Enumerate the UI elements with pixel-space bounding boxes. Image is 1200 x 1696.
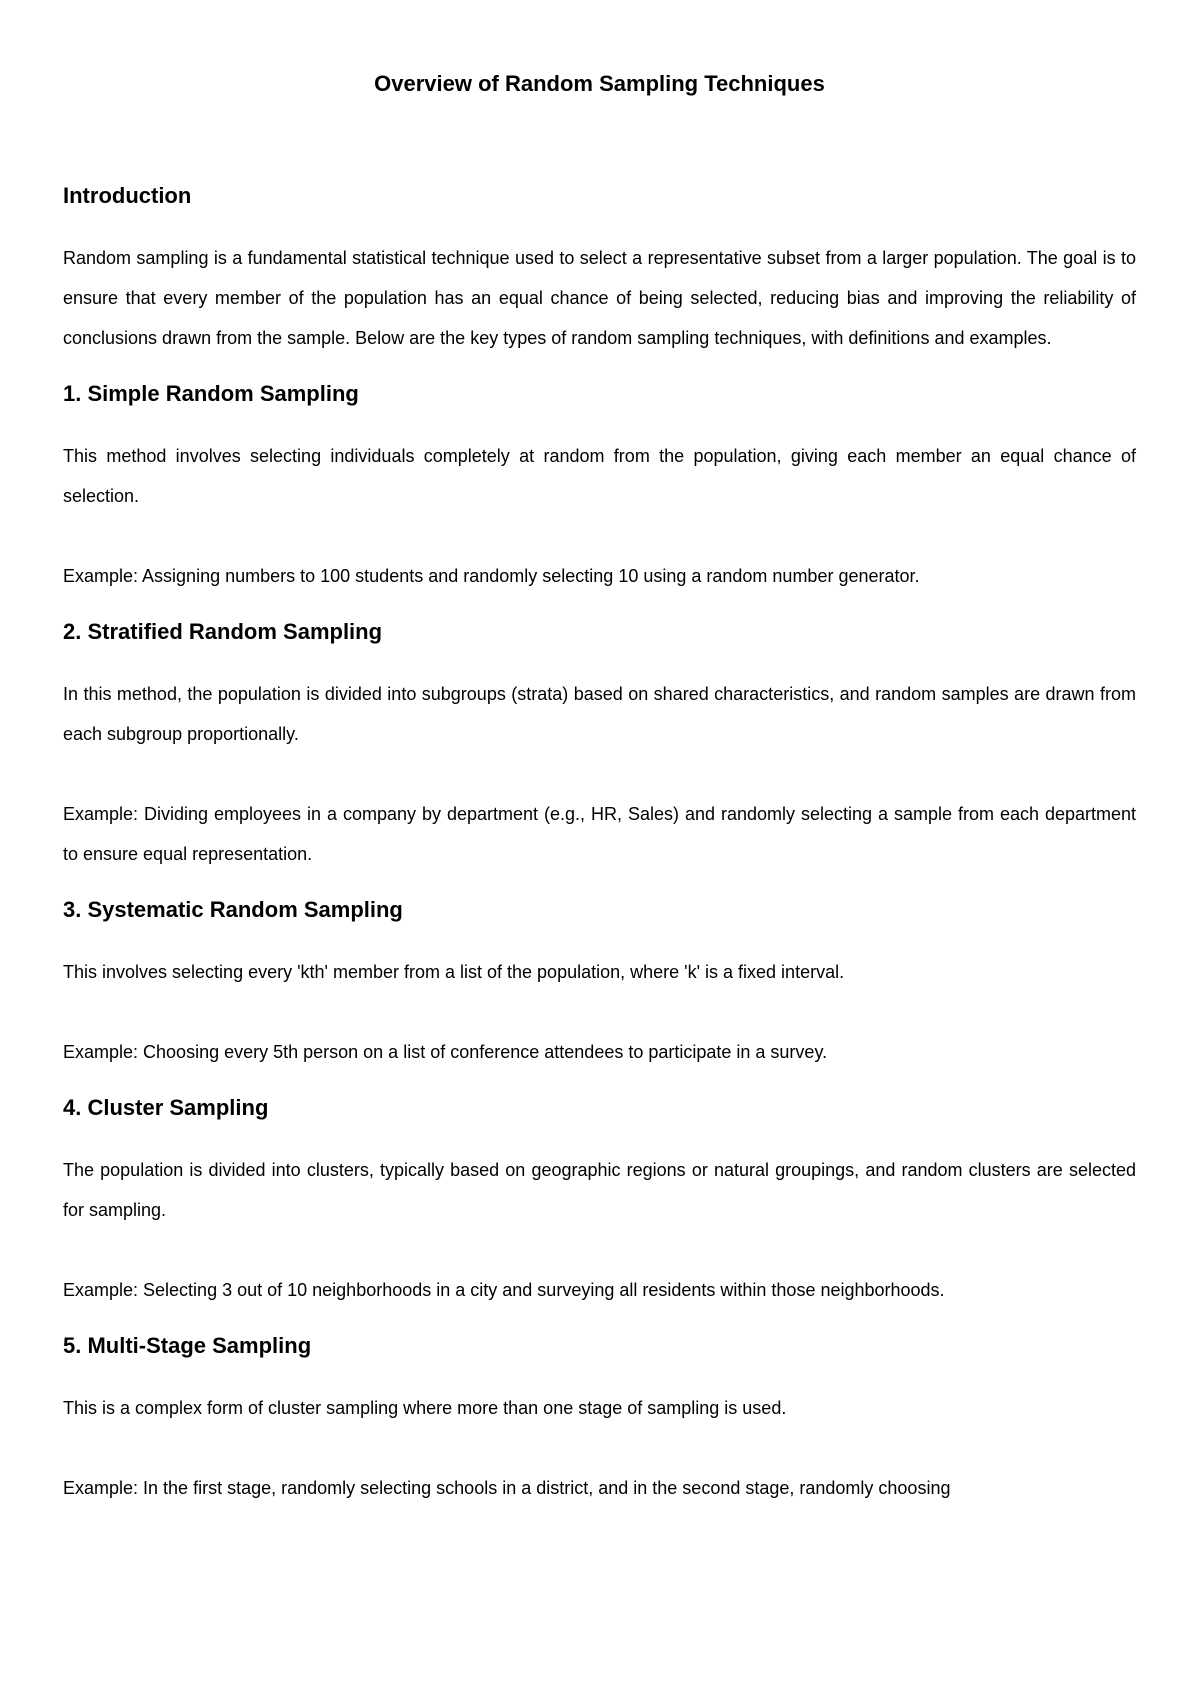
section-example: Example: Selecting 3 out of 10 neighborhoods in a city and surveying all residents within those neighborhoods. — [63, 1280, 945, 1300]
section-cluster-sampling — [63, 1092, 1136, 1310]
section-example: Example: Choosing every 5th person on a list of conference attendees to participate in a survey. — [63, 1042, 828, 1062]
section-definition: This is a complex form of cluster sampling where more than one stage of sampling is used. — [63, 1398, 787, 1418]
section-heading: 3. Systematic Random Sampling — [63, 897, 403, 922]
document-title: Overview of Random Sampling Techniques — [374, 71, 825, 96]
section-heading: 1. Simple Random Sampling — [63, 381, 359, 406]
section-stratified-random-sampling — [63, 616, 1136, 874]
section-example: Example: Assigning numbers to 100 students and randomly selecting 10 using a random number generator. — [63, 566, 920, 586]
section-definition: This involves selecting every 'kth' member from a list of the population, where 'k' is a fixed interval. — [63, 962, 845, 982]
section-heading: 5. Multi-Stage Sampling — [63, 1333, 312, 1358]
section-simple-random-sampling — [63, 378, 1136, 596]
section-multi-stage-sampling — [63, 1330, 1136, 1508]
intro-paragraph: Random sampling is a fundamental statistical technique used to select a representative subset from a larger population. The goal is to ensure that every member of the population has an equal chance of being selected, reducing bias and improving the reliability of conclusions drawn from the sample. Below are the key types of random sampling techniques, with definitions and examples. — [63, 248, 1136, 348]
intro-heading: Introduction — [63, 183, 192, 208]
section-heading: 2. Stratified Random Sampling — [63, 619, 383, 644]
section-heading: 4. Cluster Sampling — [63, 1095, 269, 1120]
section-definition: In this method, the population is divided into subgroups (strata) based on shared characteristics, and random samples are drawn from each subgroup proportionally. — [63, 684, 1136, 744]
section-systematic-random-sampling — [63, 894, 1136, 1072]
section-example: Example: Dividing employees in a company by department (e.g., HR, Sales) and randomly selecting a sample from each department to ensure equal representation. — [63, 804, 1136, 864]
section-definition: The population is divided into clusters, typically based on geographic regions or natural groupings, and random clusters are selected for sampling. — [63, 1160, 1136, 1220]
section-definition: This method involves selecting individuals completely at random from the population, giving each member an equal chance of selection. — [63, 446, 1136, 506]
section-example: Example: In the first stage, randomly selecting schools in a district, and in the second stage, randomly choosing — [63, 1478, 951, 1498]
